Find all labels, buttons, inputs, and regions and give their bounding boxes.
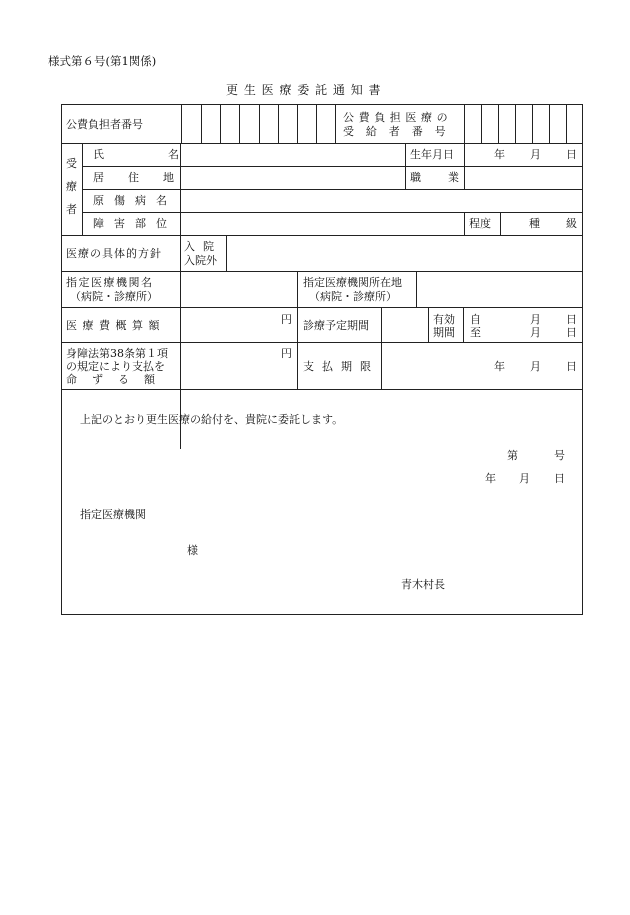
name-label: 氏名 — [93, 148, 243, 161]
to-day: 日 — [566, 326, 577, 339]
col-divider — [405, 143, 406, 189]
issue-year: 年 — [485, 472, 496, 485]
law-label-2: の規定により支払を — [66, 360, 165, 373]
document-number-suffix: 号 — [554, 449, 565, 462]
institution-name-label-1: 指定医療機関名 — [66, 276, 154, 289]
col-divider — [259, 104, 260, 143]
degree-label: 程度 — [469, 217, 491, 230]
col-divider — [428, 307, 429, 342]
public-payer-number-label: 公費負担者番号 — [66, 118, 143, 131]
from-month: 月 — [530, 313, 541, 326]
col-divider — [549, 104, 550, 143]
body-message: 上記のとおり更生医療の給付を、貴院に委託します。 — [80, 413, 344, 426]
col-divider — [239, 104, 240, 143]
col-divider — [180, 143, 181, 449]
injury-name-label: 原傷病名 — [93, 194, 177, 207]
recipient-number-label-2: 受 給 者 番 号 — [343, 125, 450, 138]
row-divider — [82, 189, 583, 190]
col-divider — [297, 271, 298, 389]
row-divider — [82, 166, 583, 167]
honorific: 様 — [187, 544, 198, 557]
row-divider — [61, 143, 583, 144]
payment-month: 月 — [530, 360, 541, 373]
grade-unit: 級 — [566, 217, 577, 230]
planned-period-label: 診療予定期間 — [303, 319, 369, 332]
birth-day: 日 — [566, 148, 577, 161]
col-divider — [481, 104, 482, 143]
payment-day: 日 — [566, 360, 577, 373]
recipient-label-1: 受 — [66, 157, 77, 170]
to-month: 月 — [530, 326, 541, 339]
medical-cost-label: 医療費概算額 — [66, 319, 165, 332]
valid-period-label-1: 有効 — [433, 313, 455, 326]
address-label: 居住地 — [93, 171, 198, 184]
designated-institution: 指定医療機関 — [80, 508, 146, 521]
issue-month: 月 — [519, 472, 530, 485]
treatment-policy-label: 医療の具体的方針 — [66, 247, 162, 260]
col-divider — [381, 307, 382, 389]
col-divider — [201, 104, 202, 143]
birth-year: 年 — [494, 148, 505, 161]
recipient-number-label-1: 公費負担医療の — [343, 111, 453, 124]
col-divider — [181, 104, 182, 143]
occupation-label: 職業 — [410, 171, 486, 184]
row-divider — [61, 342, 583, 343]
form-number: 様式第６号(第1関係) — [48, 54, 157, 68]
yen-unit: 円 — [281, 347, 292, 360]
yen-unit: 円 — [281, 313, 292, 326]
col-divider — [297, 104, 298, 143]
recipient-label-2: 療 — [66, 180, 77, 193]
col-divider — [82, 143, 83, 235]
col-divider — [464, 104, 465, 143]
valid-period-label-2: 期間 — [433, 326, 455, 339]
institution-address-label-2: （病院・診療所） — [309, 290, 397, 303]
payment-year: 年 — [494, 360, 505, 373]
col-divider — [500, 212, 501, 235]
from-label: 自 — [470, 313, 481, 326]
institution-name-label-2: （病院・診療所） — [70, 290, 158, 303]
col-divider — [464, 212, 465, 235]
institution-address-label-1: 指定医療機関所在地 — [303, 276, 402, 289]
disability-site-label: 障害部位 — [93, 217, 177, 230]
col-divider — [416, 271, 417, 307]
col-divider — [220, 104, 221, 143]
birthdate-label: 生年月日 — [410, 148, 454, 161]
issue-day: 日 — [554, 472, 565, 485]
col-divider — [226, 235, 227, 271]
col-divider — [566, 104, 567, 143]
col-divider — [532, 104, 533, 143]
col-divider — [316, 104, 317, 143]
col-divider — [463, 307, 464, 342]
signer: 青木村長 — [401, 578, 445, 591]
row-divider — [61, 235, 583, 236]
recipient-label-3: 者 — [66, 203, 77, 216]
col-divider — [278, 104, 279, 143]
row-divider — [61, 307, 583, 308]
col-divider — [498, 104, 499, 143]
page-title: 更 生 医 療 委 託 通 知 書 — [226, 83, 382, 97]
row-divider — [61, 271, 583, 272]
from-day: 日 — [566, 313, 577, 326]
row-divider — [82, 212, 583, 213]
col-divider — [515, 104, 516, 143]
payment-deadline-label: 支払期限 — [303, 360, 379, 373]
inpatient-label: 入院 — [184, 240, 222, 253]
law-label-3: 命ずる額 — [66, 373, 170, 386]
grade-label: 種 — [529, 217, 540, 230]
row-divider — [61, 389, 583, 390]
document-number-prefix: 第 — [507, 449, 518, 462]
col-divider — [335, 104, 336, 143]
law-label-1: 身障法第38条第１項 — [66, 347, 168, 360]
outpatient-label: 入院外 — [184, 254, 217, 267]
birth-month: 月 — [530, 148, 541, 161]
to-label: 至 — [470, 326, 481, 339]
